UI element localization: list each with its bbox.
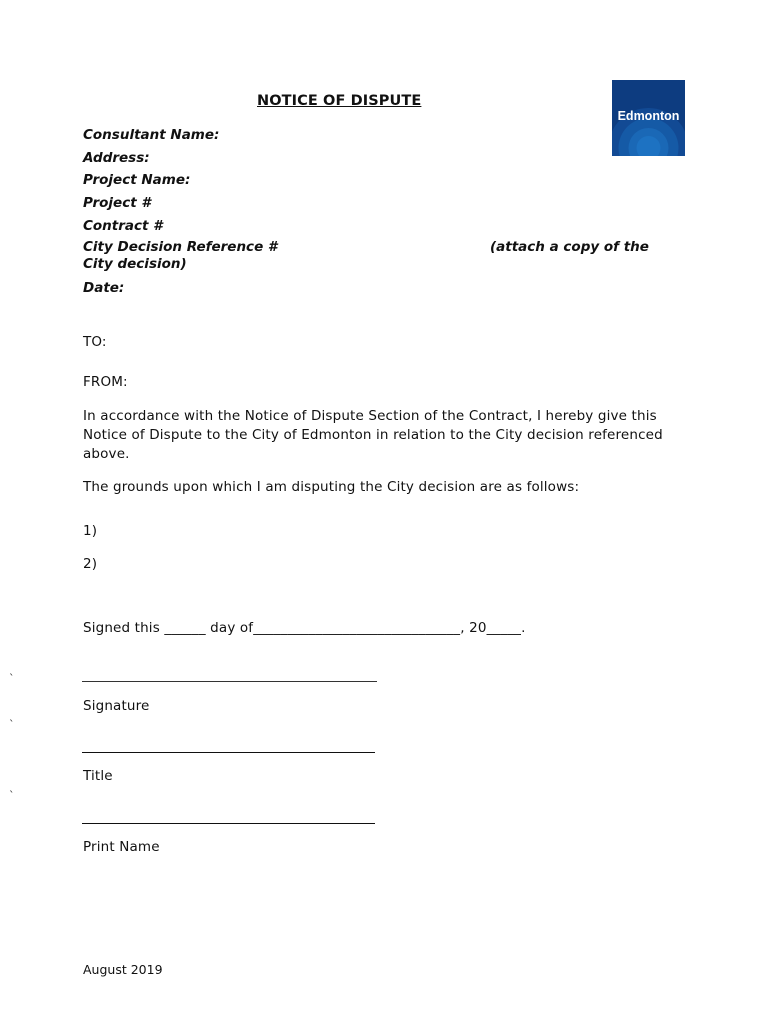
tick-mark: ` xyxy=(9,718,15,731)
ground-item-2: 2) xyxy=(83,556,98,572)
title-label: Title xyxy=(83,768,113,784)
address-label: Address: xyxy=(83,150,150,166)
signed-date-line: Signed this ______ day of______________________________, 20_____. xyxy=(83,620,526,636)
edmonton-logo-icon xyxy=(612,80,685,156)
print-name-line xyxy=(82,823,375,824)
consultant-name-label: Consultant Name: xyxy=(83,127,220,143)
edmonton-logo xyxy=(612,80,685,156)
attach-copy-note: (attach a copy of the xyxy=(490,239,649,255)
project-number-label: Project # xyxy=(83,195,151,211)
logo-text: Edmonton xyxy=(617,109,680,123)
tick-mark: ` xyxy=(9,672,15,685)
grounds-paragraph: The grounds upon which I am disputing the City decision are as follows: xyxy=(83,479,580,495)
city-decision-label: City decision) xyxy=(83,256,187,272)
ground-item-1: 1) xyxy=(83,523,98,539)
date-label: Date: xyxy=(83,280,125,296)
city-decision-reference-label: City Decision Reference # xyxy=(83,239,278,255)
document-title: NOTICE OF DISPUTE xyxy=(257,93,422,109)
dispute-paragraph: In accordance with the Notice of Dispute Section of the Contract, I hereby give this Notice of Dispute to the City of Edmonton in relation to the City decision referenced above. xyxy=(83,408,663,462)
signature-line xyxy=(82,681,377,682)
tick-mark: ` xyxy=(9,789,15,802)
from-label: FROM: xyxy=(83,374,128,390)
footer-date: August 2019 xyxy=(83,962,163,977)
to-label: TO: xyxy=(83,334,107,350)
contract-number-label: Contract # xyxy=(83,218,163,234)
project-name-label: Project Name: xyxy=(83,172,191,188)
print-name-label: Print Name xyxy=(83,839,160,855)
title-line xyxy=(82,752,375,753)
signature-label: Signature xyxy=(83,698,150,714)
